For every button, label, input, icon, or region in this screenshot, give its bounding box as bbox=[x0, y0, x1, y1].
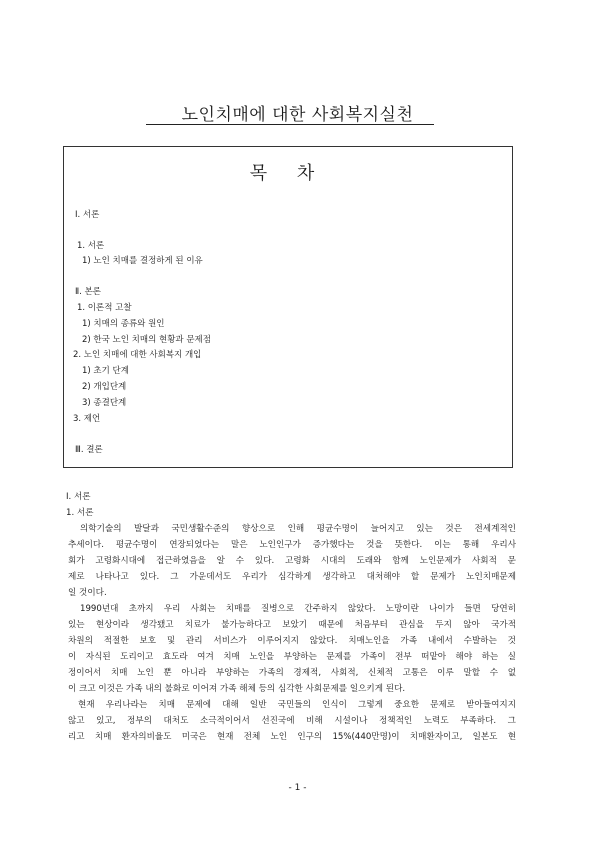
paragraph-line: 있는 현상이라 생각됐고 치료가 불가능하다고 보았기 때문에 처음부터 관심을 두지 않아 국가적 bbox=[68, 620, 516, 630]
toc-item: 3) 종결단계 bbox=[82, 398, 127, 408]
toc-item: 1) 노인 치매를 결정하게 된 이유 bbox=[82, 256, 203, 266]
title-underline bbox=[146, 124, 434, 125]
paragraph-line: 정이어서 치매 노인 뿐 아니라 부양하는 가족의 경제적, 사회적, 신체적 고통은 이루 말할 수 없 bbox=[68, 668, 516, 678]
paragraph-line: 회가 고령화시대에 접근하였음을 알 수 있다. 고령화 시대의 도래와 함께 노인문제가 사회적 문 bbox=[68, 556, 516, 566]
paragraph-line: 현재 우리나라는 치매 문제에 대해 일반 국민들의 인식이 그렇게 중요한 문제로 받아들여지지 bbox=[78, 700, 516, 710]
toc-item: 3. 제언 bbox=[73, 414, 101, 424]
subsection-heading: 1. 서론 bbox=[66, 508, 94, 518]
toc-item: Ⅱ. 본론 bbox=[75, 287, 102, 297]
toc-item: 1. 서론 bbox=[77, 241, 105, 251]
paragraph-line: 않고 있고, 정부의 대처도 소극적이어서 선진국에 비해 시설이나 정책적인 노력도 부족하다. 그 bbox=[68, 716, 516, 726]
toc-item: 2) 한국 노인 치매의 현황과 문제점 bbox=[82, 335, 211, 345]
paragraph-line: 리고 치매 환자의비율도 미국은 현재 전체 노인 인구의 15%(440만명)이 치매환자이고, 일본도 현 bbox=[68, 732, 516, 742]
paragraph-line: 이 자식된 도리이고 효도라 여겨 치매 노인을 부양하는 문제를 가족이 전부 떠맡아 해야 하는 실 bbox=[68, 652, 516, 662]
paragraph-line: 이 크고 이것은 가족 내의 불화로 이어져 가족 해체 등의 심각한 사회문제를 일으키게 된다. bbox=[68, 684, 406, 694]
paragraph-line: 제로 나타나고 있다. 그 가운데서도 우리가 심각하게 생각하고 대처해야 할 문제가 노인치매문제 bbox=[68, 572, 516, 582]
toc-item: 1. 이론적 고찰 bbox=[77, 303, 132, 313]
paragraph-line: 추세이다. 평균수명이 연장되었다는 말은 노인인구가 증가했다는 것을 뜻한다. 이는 통해 우리사 bbox=[68, 540, 516, 550]
page-number: - 1 - bbox=[288, 783, 307, 793]
document-title: 노인치매에 대한 사회복지실천 bbox=[181, 105, 414, 125]
toc-item: 2) 개입단계 bbox=[82, 382, 127, 392]
toc-item: 1) 치매의 종류와 원인 bbox=[82, 319, 165, 329]
paragraph-line: 의학기술의 발달과 국민생활수준의 향상으로 인해 평균수명이 늘어지고 있는 것은 전세계적인 bbox=[80, 524, 516, 534]
paragraph-line: 일 것이다. bbox=[68, 588, 107, 598]
toc-item: 1) 초기 단계 bbox=[82, 366, 129, 376]
toc-item: 2. 노인 치매에 대한 사회복지 개입 bbox=[73, 350, 202, 360]
table-of-contents bbox=[63, 146, 513, 468]
toc-heading: 목 차 bbox=[249, 163, 327, 184]
paragraph-line: 차원의 적절한 보호 및 관리 서비스가 이루어지지 않았다. 치매노인을 가족 내에서 수발하는 것 bbox=[68, 636, 516, 646]
toc-item: Ⅰ. 서론 bbox=[75, 210, 100, 220]
toc-item: Ⅲ. 결론 bbox=[75, 445, 103, 455]
paragraph-line: 1990년대 초까지 우리 사회는 치매를 질병으로 간주하지 않았다. 노망이란 나이가 들면 당연히 bbox=[80, 604, 516, 614]
section-heading: Ⅰ. 서론 bbox=[66, 492, 91, 502]
